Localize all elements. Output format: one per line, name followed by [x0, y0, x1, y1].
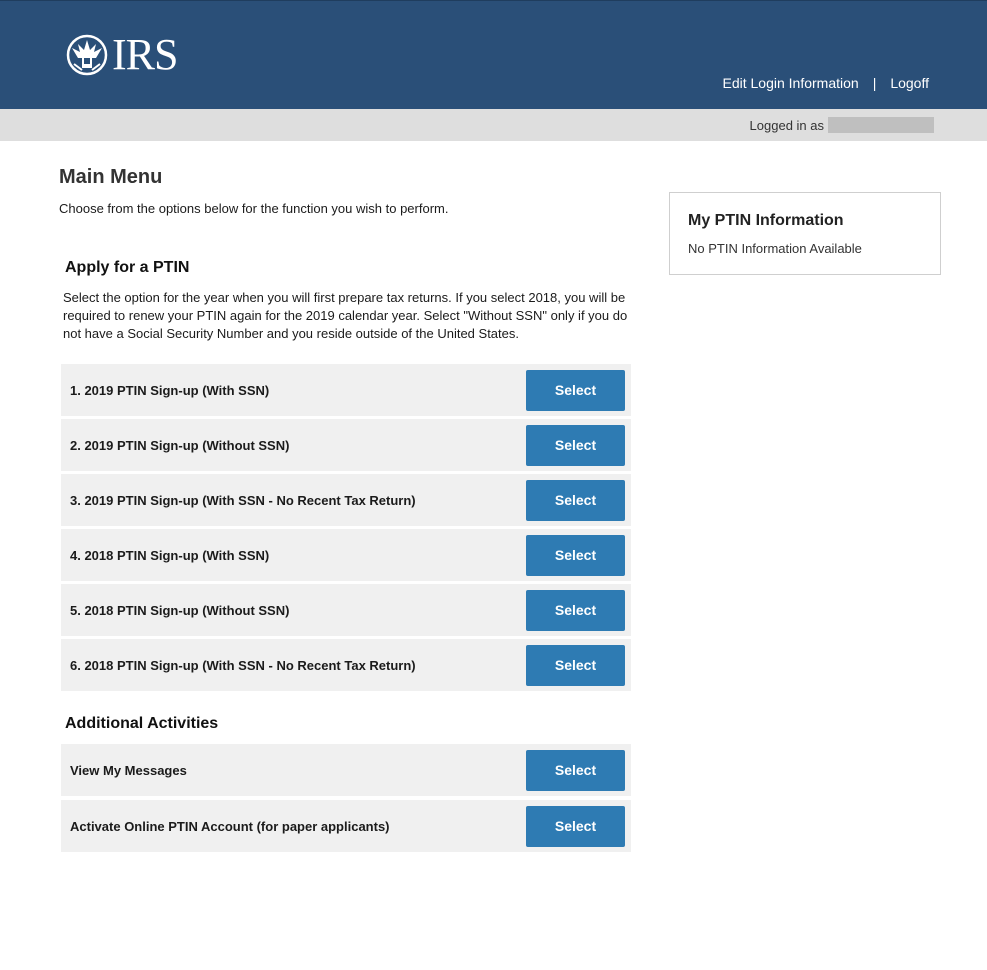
page-title: Main Menu — [59, 166, 163, 188]
link-separator: | — [872, 75, 877, 91]
ptin-info-panel — [669, 192, 941, 275]
menu-row-label: 6. 2018 PTIN Sign-up (With SSN - No Recent Tax Return) — [70, 657, 416, 673]
edit-login-link[interactable]: Edit Login Information — [722, 75, 859, 91]
menu-row-2018-no-recent-return — [61, 639, 631, 691]
logoff-link[interactable]: Logoff — [890, 75, 929, 91]
additional-section-title: Additional Activities — [65, 715, 219, 732]
menu-row-label: 3. 2019 PTIN Sign-up (With SSN - No Recent Tax Return) — [70, 492, 416, 508]
select-button[interactable]: Select — [526, 645, 625, 686]
menu-row-label: 1. 2019 PTIN Sign-up (With SSN) — [70, 382, 270, 398]
menu-row-2018-with-ssn — [61, 529, 631, 581]
irs-eagle-icon — [64, 34, 110, 76]
logo-text: IRS — [112, 30, 178, 79]
menu-row-view-messages — [61, 744, 631, 796]
login-status-bar — [0, 109, 987, 141]
select-button[interactable]: Select — [526, 535, 625, 576]
ptin-info-title: My PTIN Information — [688, 212, 844, 229]
apply-section-description: Select the option for the year when you will first prepare tax returns. If you select 2018, you will be required to renew your PTIN again for the 2019 calendar year. Select "Without SSN" only if you do not have a Social Security Number and you reside outside of the United States. — [63, 290, 628, 341]
menu-row-2019-with-ssn — [61, 364, 631, 416]
menu-row-label: 5. 2018 PTIN Sign-up (Without SSN) — [70, 602, 290, 618]
page-description: Choose from the options below for the function you wish to perform. — [59, 201, 449, 216]
site-header — [0, 0, 987, 109]
logged-in-status — [750, 117, 934, 133]
menu-row-label: Activate Online PTIN Account (for paper applicants) — [70, 818, 390, 834]
menu-row-activate-account — [61, 800, 631, 852]
select-button[interactable]: Select — [526, 750, 625, 791]
menu-row-label: View My Messages — [70, 762, 187, 778]
select-button[interactable]: Select — [526, 425, 625, 466]
irs-logo[interactable] — [64, 30, 178, 79]
apply-section-title: Apply for a PTIN — [65, 259, 190, 276]
menu-row-2019-no-recent-return — [61, 474, 631, 526]
menu-row-2018-without-ssn — [61, 584, 631, 636]
menu-row-label: 2. 2019 PTIN Sign-up (Without SSN) — [70, 437, 290, 453]
redacted-username — [828, 117, 934, 133]
select-button[interactable]: Select — [526, 370, 625, 411]
account-links — [722, 75, 929, 91]
logged-in-label: Logged in as — [749, 117, 824, 133]
select-button[interactable]: Select — [526, 806, 625, 847]
ptin-info-text: No PTIN Information Available — [688, 241, 862, 256]
menu-row-2019-without-ssn — [61, 419, 631, 471]
select-button[interactable]: Select — [526, 590, 625, 631]
select-button[interactable]: Select — [526, 480, 625, 521]
menu-row-label: 4. 2018 PTIN Sign-up (With SSN) — [70, 547, 270, 563]
